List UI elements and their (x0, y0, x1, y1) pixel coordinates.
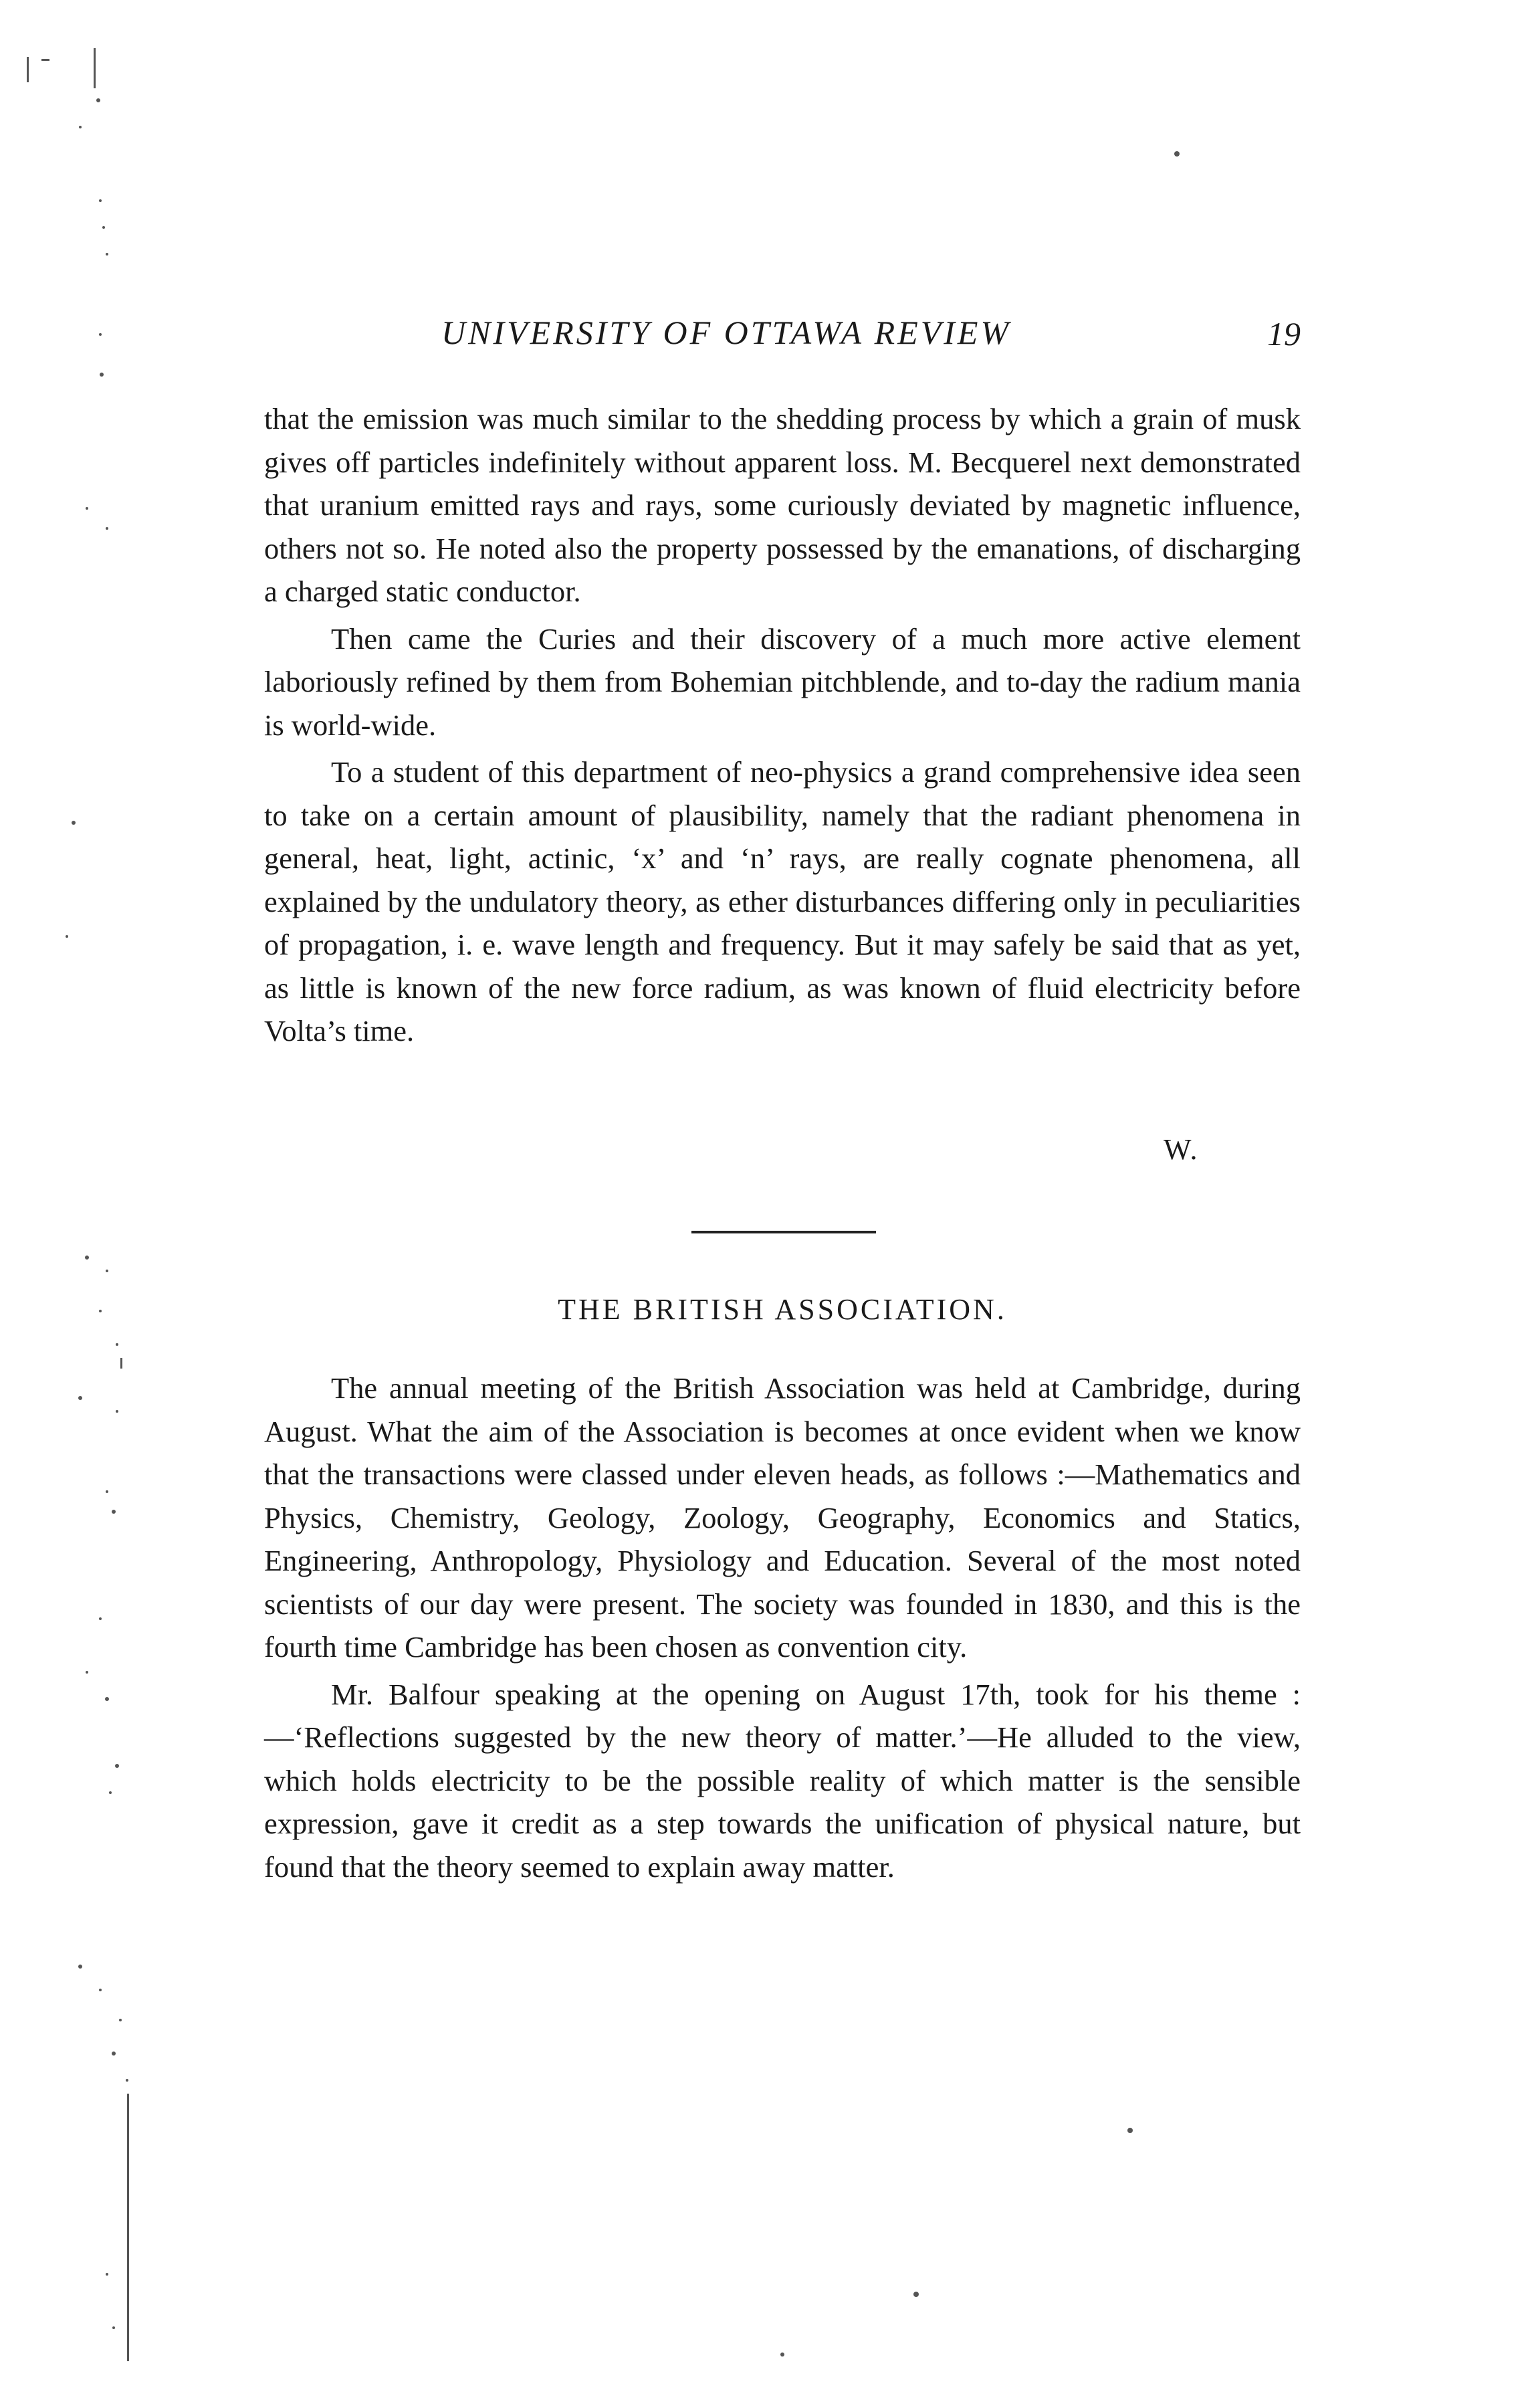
section-divider (691, 1231, 876, 1233)
paragraph: The annual meeting of the British Association was held at Cambridge, during August. What the aim of the Association is becomes at once evident when we know that the transactions were classed under eleven heads, as follows :—Mathematics and Physics, Chemistry, Geology, Zoology, Geography, Economics and Statics, Engineering, Anthropology, Physiology and Education. Several of the most noted scientists of our day were present. The society was founded in 1830, and this is the fourth time Cambridge has been chosen as convention city. (264, 1371, 1301, 1664)
running-header (264, 313, 1301, 367)
running-title: UNIVERSITY OF OTTAWA REVIEW (441, 314, 1012, 351)
author-signature: W. (1164, 1133, 1199, 1166)
article-one-body (264, 397, 1301, 1053)
paragraph: that the emission was much similar to the shedding process by which a grain of musk gives off particles indefinitely without apparent loss. M. Becquerel next demonstrated that uranium emitted rays and rays, some curiously deviated by magnetic influence, others not so. He noted also the property possessed by the emanations, of discharging a charged static conductor. (264, 402, 1301, 608)
article-two-body (264, 1363, 1301, 1888)
page-number: 19 (1267, 315, 1301, 353)
section-heading: THE BRITISH ASSOCIATION. (558, 1293, 1007, 1326)
paragraph: To a student of this department of neo-physics a grand comprehensive idea seen to take on a certain amount of plausibility, namely that the radiant phenomena in general, heat, light, actinic, ‘x’ and ‘n’ rays, are really cognate phenomena, all explained by the undulatory theory, as ether disturbances differing only in peculiarities of propagation, i. e. wave length and frequency. But it may safely be said that as yet, as little is known of the new force radium, as was known of fluid electricity before Volta’s time. (264, 755, 1301, 1047)
paragraph: Then came the Curies and their discovery of a much more active element laboriously refined by them from Bohemian pitchblende, and to-day the radium mania is world-wide. (264, 621, 1301, 742)
paragraph: Mr. Balfour speaking at the opening on August 17th, took for his theme :—‘Reflections suggested by the new theory of matter.’—He alluded to the view, which holds electricity to be the possible reality of which matter is the sensible expression, gave it credit as a step towards the unification of physical nature, but found that the theory seemed to explain away matter. (264, 1677, 1301, 1884)
